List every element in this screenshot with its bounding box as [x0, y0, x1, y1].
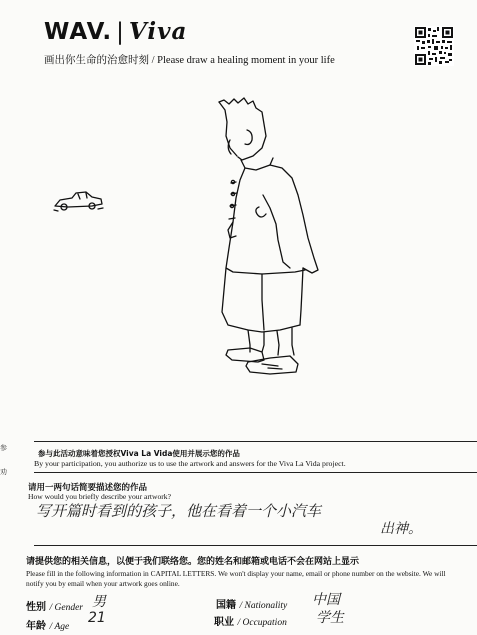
answer-handwriting-line1[interactable]: 写开篇时看到的孩子，他在看着一个小汽车 [36, 502, 322, 520]
occupation-value[interactable]: 学生 [316, 610, 344, 626]
gender-label: 性别 / Gender [26, 602, 83, 613]
divider [34, 545, 477, 546]
age-label: 年龄 / Age [26, 621, 70, 632]
info-heading-cn: 请提供您的相关信息，以便于我们联络您。您的姓名和邮箱或电话不会在网站上显示 [26, 557, 360, 567]
question-en: How would you briefly describe your artwork? [28, 492, 171, 501]
edge-fragment: 劝 [0, 468, 7, 476]
divider [34, 441, 477, 442]
age-value[interactable]: 21 [88, 610, 106, 626]
toy-car-drawing [54, 192, 103, 211]
answer-handwriting-line2[interactable]: 出神。 [380, 521, 422, 537]
info-text-en-1: Please fill in the following information in CAPITAL LETTERS. We won't display your name, email or phone number on the website. We will [26, 569, 446, 578]
brand-viva: Viva [128, 18, 188, 45]
edge-fragment: 参 [0, 444, 7, 452]
brand-wav: WAV. [44, 19, 113, 45]
consent-text-cn: 参与此活动意味着您授权Viva La Vida使用并展示您的作品 [38, 449, 240, 458]
question-cn: 请用一两句话简要描述您的作品 [28, 483, 148, 493]
occupation-label: 职业 / Occupation [214, 617, 287, 628]
info-text-en-2: notify you by email when your artwork goes online. [26, 579, 180, 588]
nationality-label: 国籍 / Nationality [216, 600, 288, 611]
consent-text-en: By your participation, you authorize us to use the artwork and answers for the Viva La Vida project. [34, 459, 346, 468]
gender-value[interactable]: 男 [92, 594, 106, 610]
child-drawing [219, 98, 318, 374]
brand-separator: | [116, 19, 125, 45]
drawing-prompt: 画出你生命的治愈时刻 / Please draw a healing moment in your life [44, 55, 335, 66]
divider [34, 472, 477, 473]
nationality-value[interactable]: 中国 [312, 592, 340, 608]
